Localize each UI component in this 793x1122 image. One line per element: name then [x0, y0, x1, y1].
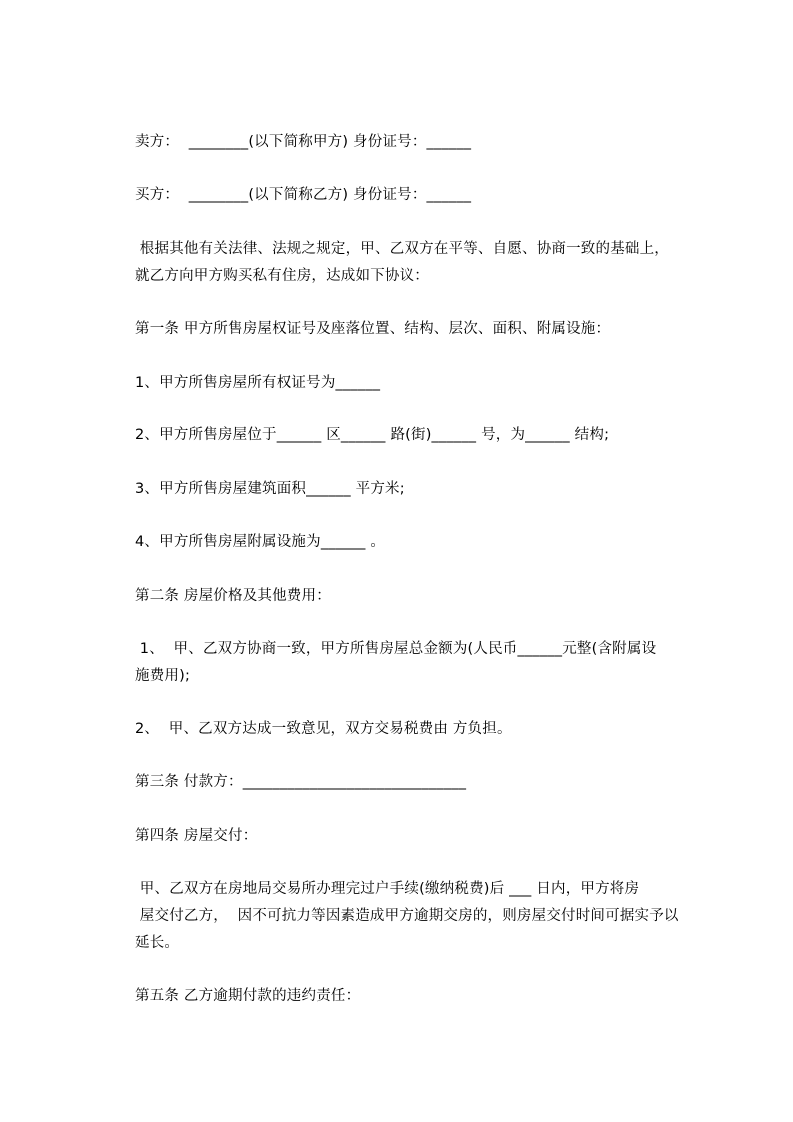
article-4-body-line-3: 延长。	[135, 935, 180, 951]
preamble-line-1: 根据其他有关法律、法规之规定，甲、乙双方在平等、自愿、协商一致的基础上，	[135, 241, 670, 257]
article-1-title: 第一条 甲方所售房屋权证号及座落位置、结构、层次、面积、附属设施：	[135, 321, 611, 337]
article-2-item-1-line-1: 1、 甲、乙双方协商一致，甲方所售房屋总金额为(人民币______元整(含附属设	[135, 641, 657, 657]
article-5-title: 第五条 乙方逾期付款的违约责任：	[135, 988, 361, 1004]
article-2-item-2: 2、 甲、乙双方达成一致意见，双方交易税费由 方负担。	[135, 721, 512, 737]
article-1-item-3: 3、甲方所售房屋建筑面积______ 平方米;	[135, 481, 405, 497]
article-1-item-1: 1、甲方所售房屋所有权证号为______	[135, 375, 381, 391]
article-2-item-1-line-2: 施费用);	[135, 668, 191, 684]
article-2-title: 第二条 房屋价格及其他费用：	[135, 588, 331, 604]
article-1-item-2: 2、甲方所售房屋位于______ 区______ 路(街)______ 号，为______ 结构;	[135, 427, 610, 443]
preamble-line-2: 就乙方向甲方购买私有住房，达成如下协议：	[135, 268, 429, 284]
article-4-title: 第四条 房屋交付：	[135, 828, 258, 844]
seller-line: 卖方： ________(以下简称甲方) 身份证号：______	[135, 134, 472, 150]
buyer-line: 买方： ________(以下简称乙方) 身份证号：______	[135, 187, 472, 203]
article-3-line: 第三条 付款方：______________________________	[135, 774, 467, 790]
article-1-item-4: 4、甲方所售房屋附属设施为______ 。	[135, 534, 386, 550]
article-4-body-line-1: 甲、乙双方在房地局交易所办理完过户手续(缴纳税费)后 ___ 日内，甲方将房	[135, 881, 640, 897]
article-4-body-line-2: 屋交付乙方， 因不可抗力等因素造成甲方逾期交房的，则房屋交付时间可据实予以	[135, 908, 679, 924]
